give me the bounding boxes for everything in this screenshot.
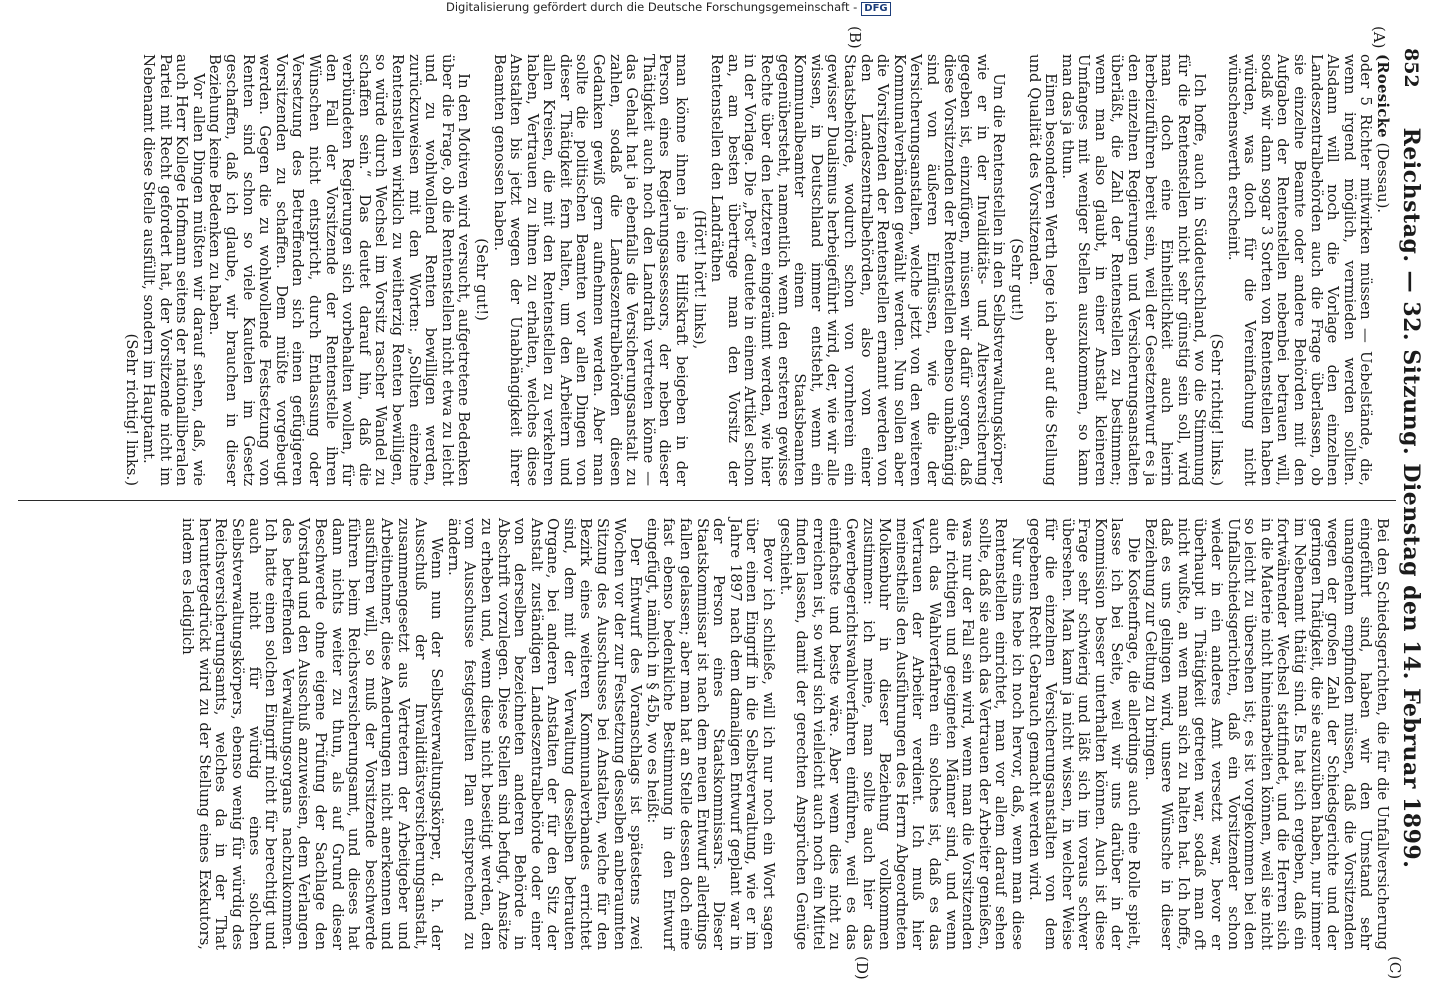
speaker-name: (Roesicke [1374, 54, 1391, 138]
paragraph: Vor allen Dingen müßten wir darauf sehen, daß, wie auch Herr Kollege Hofmann seitens der nationalliberalen Partei mit Recht gefordert hat, der Vorsitzende nicht im Nebenamt diese Stelle ausfüllt, sondern im Hauptamt. [140, 54, 207, 486]
paragraph: Bevor ich schließe, will ich nur noch ein Wort sagen über einen Eingriff in die Selbstverwaltung, wie er im Jahre 1897 nach dem damaligen Entwurf geplant war in der Person eines Staatskommissars. Dieser Staatskommissar ist nach dem neuen Entwurf allerdings fallen gelassen; aber man hat an Stelle dessen doch eine fast ebenso bedenkliche Bestimmung in den Entwurf eingefügt, nämlich in § 45b, wo es heißt: [643, 518, 778, 950]
credit-text: Digitalisierung gefördert durch die Deutsche Forschungsgemeinschaft - [446, 0, 858, 14]
paragraph: Um die Rentenstellen in den Selbstverwaltungskörper, wie er in der Invaliditäts- und Altersversicherung gegeben ist, einzufügen, müssen wir dafür sorgen, daß diese Vorsitzenden der Rentenstellen ebenso unabhängig sind von äußeren Einflüssen, wie die der Versicherungsanstalten, welche jetzt von den weiteren Kommunalverbänden gewählt werden. Nun sollen aber die Vorsitzenden der Rentenstellen ernannt werden von den Landeszentralbehörden, also von einer Staatsbehörde, wodurch schon von vornherein ein gewisser Dualismus herbeigeführt wird, der, wie wir alle wissen, in Deutschland immer entsteht, wenn ein Kommunalbeamter einem Staatsbeamten gegenübersteht, namentlich wenn den ersteren gewisse Rechte über den letzteren eingeräumt werden, wie hier in der Vorlage. Die „Post“ deutete in einem Artikel schon an, am besten übertrage man den Vorsitz der Rentenstellen den Landräthen [708, 54, 1008, 486]
running-header [1396, 48, 1426, 948]
paragraph [1373, 54, 1390, 486]
speaker-place: (Dessau). [1374, 142, 1391, 214]
margin-mark-a: (A) [1370, 26, 1388, 49]
left-column [123, 54, 1390, 486]
remark: (Sehr richtig! links.) [123, 333, 141, 486]
page-title: Reichstag. — 32. Sitzung. Dienstag den 14. Februar 1899. [1398, 127, 1424, 869]
digitization-credit [446, 0, 1434, 14]
paragraph: Nur eins hebe ich noch hervor, daß, wenn man diese Rentenstellen einrichtet, man vor allem darauf sehen sollte, daß sie auch das Vertrauen der Arbeiter genießen, was nur der Fall sein wird, wenn man die Vorsitzenden die richtigen und geeigneten Männer sind, und wenn auch das Wahlverfahren ein solches ist, daß es das Vertrauen der Arbeiter verdient. Ich muß hier meinestheils den Ausführungen des Herrn Abgeordneten Molkenbuhr in dieser Beziehung vollkommen zustimmen: ich meine, man sollte auch hier das Gewerbegerichtswahlverfahren einführen, weil es das einfachste und beste wäre. Aber wenn dies nicht zu erreichen ist, so wird sich vielleicht auch noch ein Mittel finden lassen, damit der gerechten Ansprüchen Genüge geschieht. [776, 518, 1026, 950]
margin-mark-c: (C) [1386, 956, 1404, 980]
paragraph: Die Kostenfrage, die allerdings auch eine Rolle spielt, lasse ich bei Seite, weil wir uns darüber in der Kommission besser unterhalten können. Auch ist diese Frage sehr schwierig und läßt sich im voraus schwer übersehen. Man kann ja nicht wissen, in welcher Weise für die einzelnen Versicherungsanstalten von dem gegebenen Recht Gebrauch gemacht werden wird. [1025, 518, 1143, 950]
quotation: Der Entwurf des Voranschlags ist spätestens zwei Wochen vor der zur Festsetzung desselben anberaumten Sitzung des Ausschusses bei Anstalten, welche für den Bezirk eines weiteren Kommunalverbandes errichtet sind, dem mit der Verwaltung desselben betrauten Organe, bei anderen Anstalten der für den Sitz der Anstalt zuständigen Landeszentralbehörde oder einer von derselben bezeichneten anderen Behörde in Abschrift vorzulegen. Diese Stellen sind befugt, Ansätze zu erheben und, wenn diese nicht beseitigt werden, den vom Ausschusse festgestellten Plan entsprechend zu ändern. [444, 518, 645, 950]
remark: (Sehr richtig! links.) [1208, 333, 1226, 486]
paragraph: oder 5 Richter mitwirken müssen — Uebelstände, die, wenn irgend möglich, vermieden werden sollten. Alsdann will noch die Vorlage den einzelnen Landeszentralbehörden auch die Frage überlassen, ob sie einzelne Beamte oder andere Behörden mit den Aufgaben der Rentenstellen nebenbei betrauen will, sodaß wir dann sogar 3 Sorten von Rentenstellen haben würden, was doch für die Vereinfachung nicht wünschenswerth erscheint. [1224, 54, 1375, 486]
paragraph: Bei den Schiedsgerichten, die für die Unfallversicherung eingeführt sind, haben wir den Umstand sehr unangenehm empfinden müssen, daß die Vorsitzenden wegen der großen Zahl der Schiedsgerichte und der geringen Thätigkeit, die sie auszuüben haben, nur immer im Nebenamt thätig sind. Es hat sich ergeben, daß ein fortwährender Wechsel stattfindet, und die Herren sich in die Materie nicht hineinarbeiten können, weil sie nicht so leicht zu übersehen ist; es ist vorgekommen bei den Unfallschiedsgerichten, daß ein Vorsitzender schon wieder in ein anderes Amt versetzt war, bevor er überhaupt in Thätigkeit getreten war, sodaß man oft nicht wußte, an wen man sich zu halten hat. Ich hoffe, daß es uns gelingen wird, unsere Wünsche in dieser Beziehung zur Geltung zu bringen. [1141, 518, 1391, 950]
column-divider [18, 500, 1396, 501]
margin-mark-b: (B) [846, 26, 864, 49]
remark: (Sehr gut!) [1007, 238, 1025, 321]
page-number: 852 [1400, 48, 1422, 88]
margin-mark-d: (D) [853, 956, 871, 980]
remark: (Sehr gut!) [472, 238, 490, 321]
remark: (Hört! hört! links), [690, 209, 708, 350]
right-column [179, 518, 1390, 950]
paragraph: In den Motiven wird versucht, aufgetretene Bedenken über die Frage, ob die Rentenstellen nicht etwa zu leicht und zu wohlwollend Renten bewilligen werden, zurückzuweisen mit den Worten: „Sollten einzelne Rentenstellen wirklich zu weitherzig Renten bewilligen, so würde durch Wechsel im Vorsitz rascher Wandel zu schaffen sein.“ Das deutet darauf hin, daß die verbündeten Regierungen sich vorbehalten wollen, für den Fall der Vorsitzende der Rentenstelle ihren Wünschen nicht entspricht, durch Entlassung oder Versetzung des Betreffenden sich einen gefügigeren Vorsitzenden zu schaffen. Dem müßte vorgebeugt werden. Gegen die zu wohlwollende Festsetzung von Renten sind schon so viele Kautelen im Gesetz geschaffen, daß ich glaube, wir brauchen in dieser Beziehung keine Bedenken zu haben. [206, 54, 473, 486]
paragraph: Ich hoffe, auch in Süddeutschland, wo die Stimmung für die Rentenstellen nicht sehr günstig sein soll, wird man doch eine Einheitlichkeit auch hierin herbeizuführen bereit sein, weil der Gesetzentwurf es ja den einzelnen Regierungen und Versicherungsanstalten überläßt, die Zahl der Rentenstellen zu bestimmen; wenn man also glaubt, in einer Anstalt kleineren Umfanges mit weniger Stellen auszukommen, so kann man das ja thun. [1058, 54, 1209, 486]
dfg-logo: DFG [861, 2, 890, 16]
paragraph: man könne ihnen ja eine Hilfskraft beigeben in der Person eines Regierungsassessors, der neben dieser Thätigkeit auch noch den Landrath vertreten könne — das Gehalt hat ja ebenfalls die Versicherungsanstalt zu zahlen, sodaß die Landeszentralbehörden diesen Gedanken gewiß gern aufnehmen werden. Aber man sollte die politischen Beamten vor allen Dingen von dieser Thätigkeit fern halten, um den Arbeitern und allen Kreisen, die mit den Rentenstellen zu verkehren haben, Vertrauen zu ihnen zu erhalten, welches diese Anstalten bis jetzt wegen der Unabhängigkeit ihrer Beamten genossen haben. [490, 54, 691, 486]
paragraph: Wenn nun der Selbstverwaltungskörper, d. h. der Ausschuß der Invaliditätsversicherungsanstalt, zusammengesetzt aus Vertretern der Arbeitgeber und Arbeitnehmer, diese Aenderungen nicht anerkennen und ausführen will, so muß der Vorsitzende beschwerde führen beim Reichsversicherungsamt, und dieses hat dann nichts weiter zu thun, als auf Grund dieser Beschwerde ohne eigene Prüfung der Sachlage den Vorstand und den Ausschuß anzuweisen, dem Verlangen des betreffenden Verwaltungsorgans nachzukommen. Ich hatte einen solchen Eingriff nicht für berechtigt und auch nicht für würdig eines solchen Selbstverwaltungskörpers, ebenso wenig für würdig des Reichsversicherungsamts, welches da in der That heruntergedrückt wird zu der Stellung eines Exekutors, indem es lediglich [179, 518, 446, 950]
paragraph: Einen besonderen Werth lege ich aber auf die Stellung und Qualität des Vorsitzenden. [1025, 54, 1060, 486]
